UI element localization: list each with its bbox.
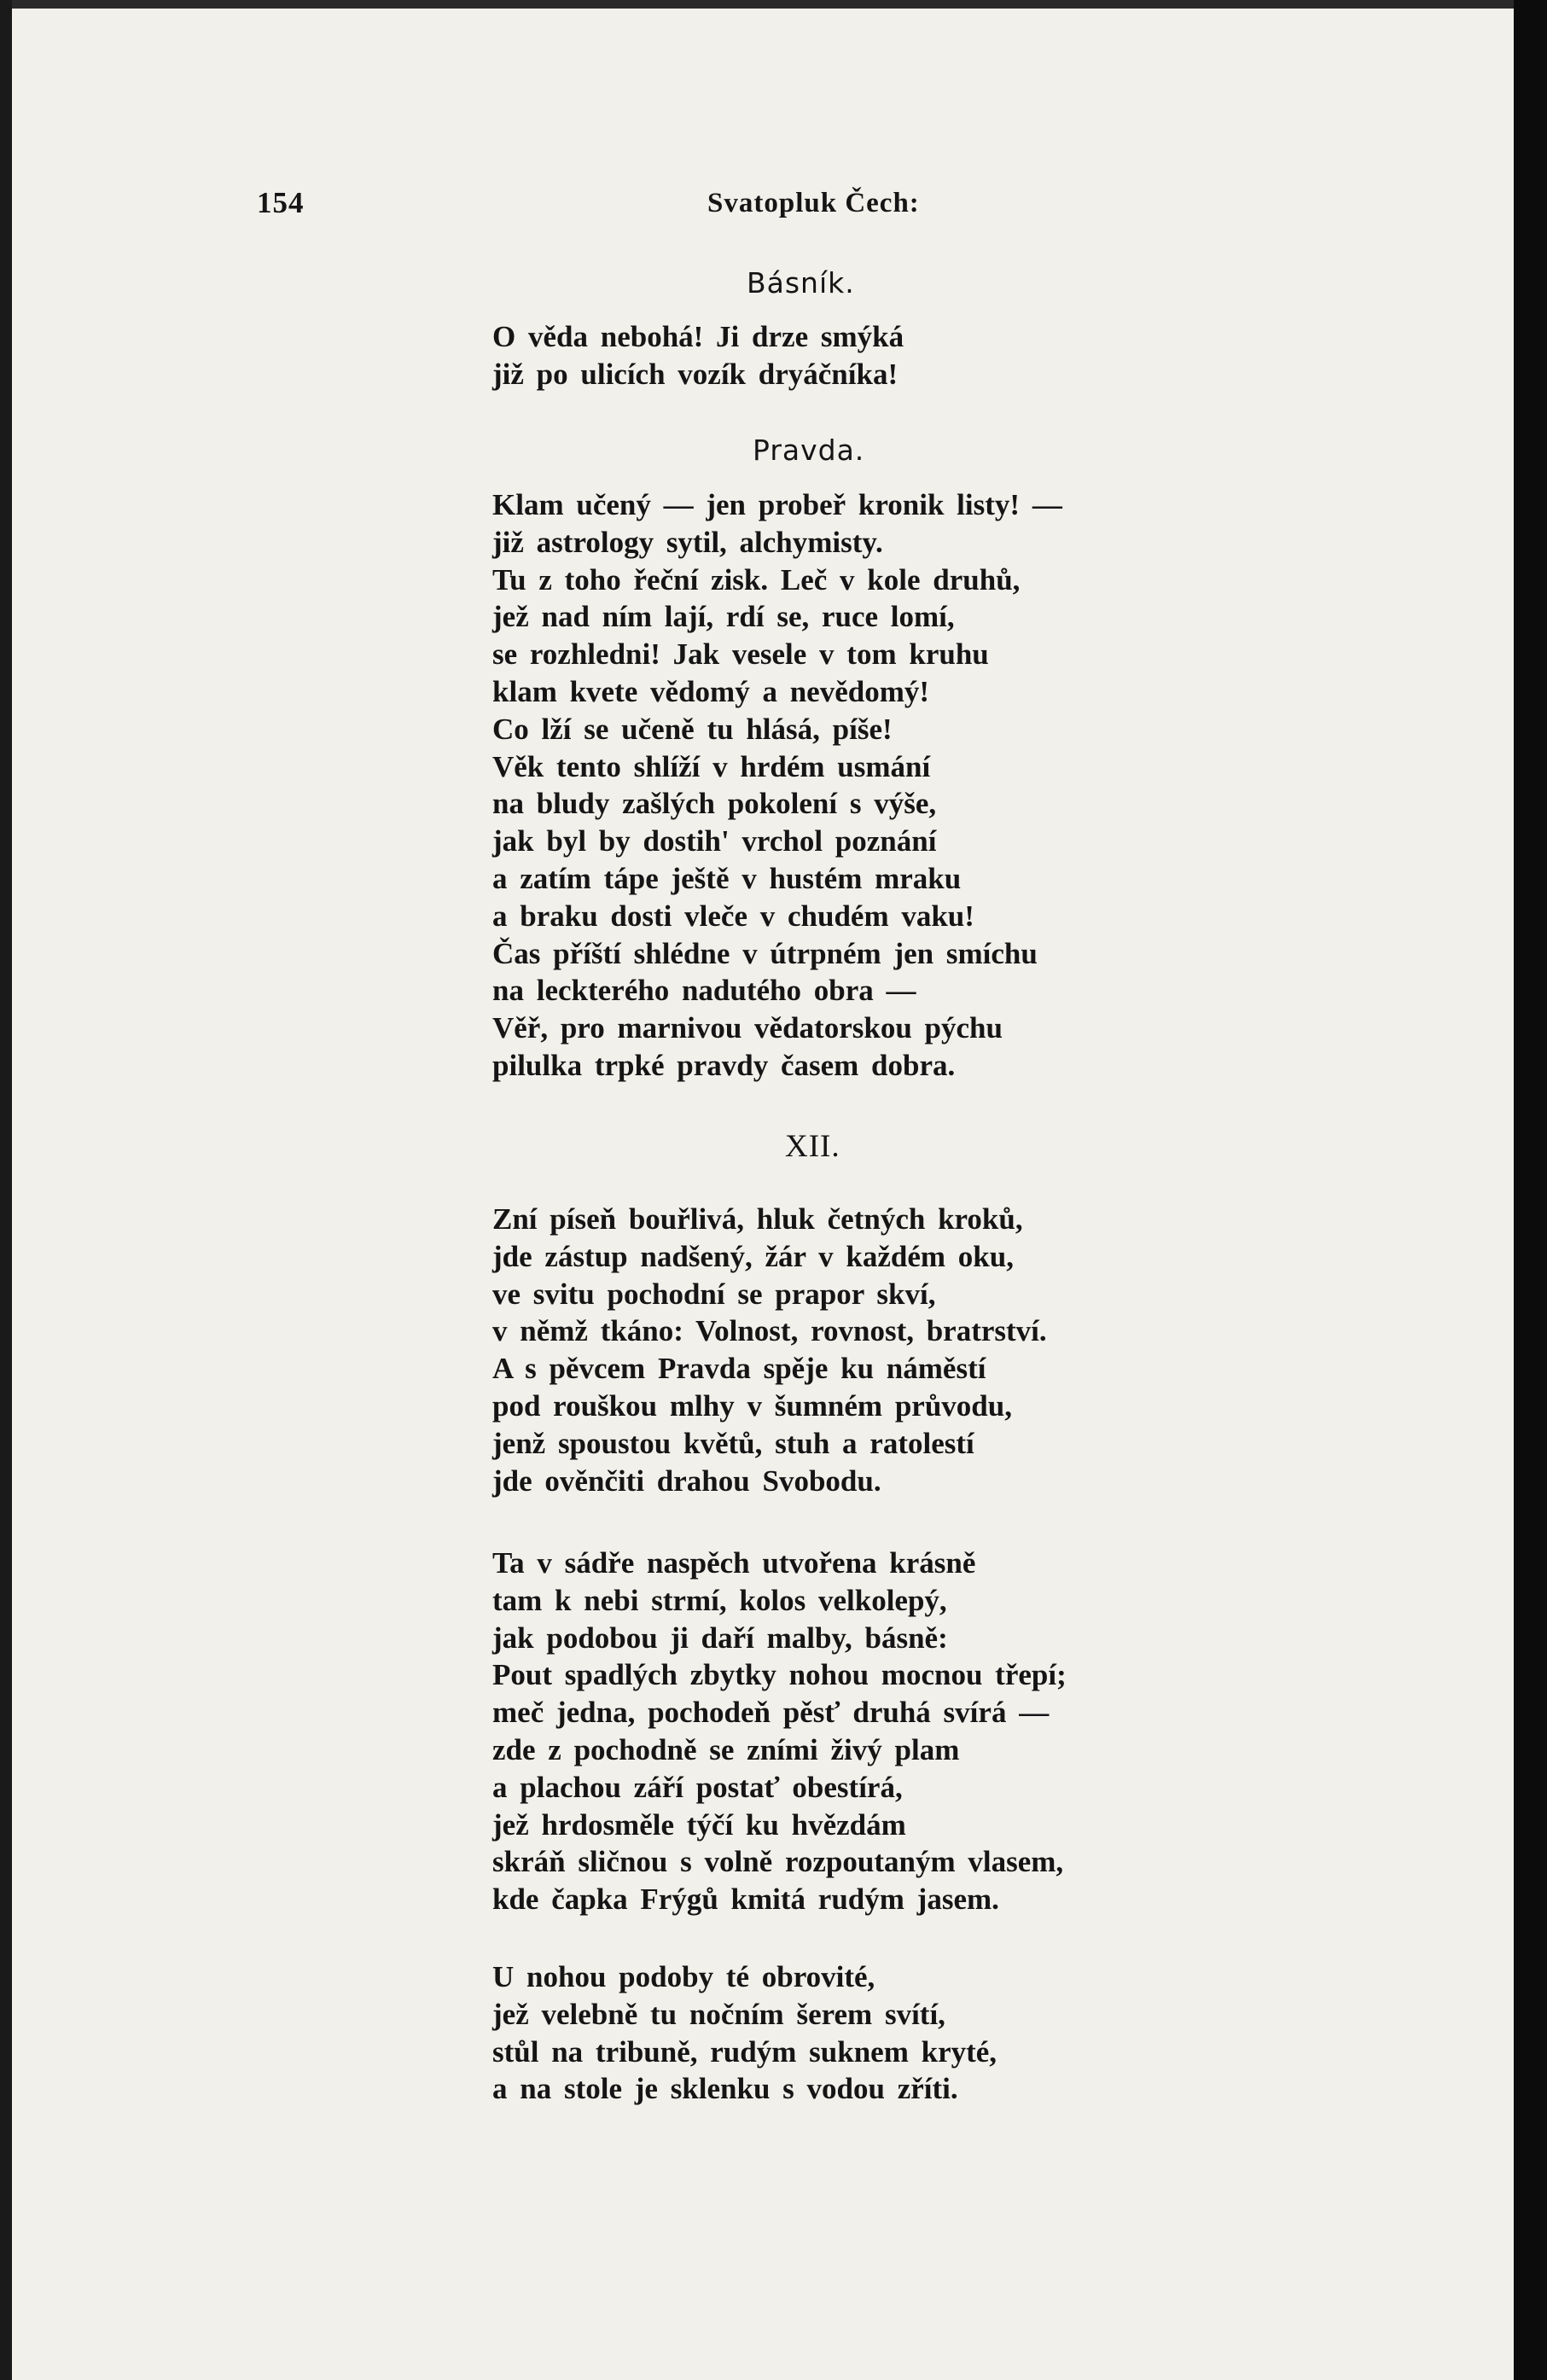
verse-line: a braku dosti vleče v chudém vaku! — [492, 899, 974, 933]
verse-line: skráň sličnou s volně rozpoutaným vlasem, — [492, 1845, 1064, 1879]
verse-line: Věř, pro marnivou vědatorskou pýchu — [492, 1011, 1003, 1045]
stanza-xii-1 — [492, 1201, 1047, 1499]
verse-line: Pout spadlých zbytky nohou mocnou třepí; — [492, 1658, 1067, 1692]
verse-line: v němž tkáno: Volnost, rovnost, bratrství. — [492, 1314, 1047, 1348]
scan-top-edge — [12, 0, 1514, 9]
running-head: Svatopluk Čech: — [707, 188, 920, 218]
verse-line: a plachou září postať obestírá, — [492, 1770, 903, 1804]
speaker-heading-basnik: Básník. — [747, 266, 855, 300]
stanza-xii-3 — [492, 1958, 997, 2108]
verse-line: Tu z toho řeční zisk. Leč v kole druhů, — [492, 562, 1021, 596]
verse-line: O věda nebohá! Ji drze smýká — [492, 320, 904, 353]
verse-line: pod rouškou mlhy v šumném průvodu, — [492, 1388, 1012, 1423]
verse-line: již astrology sytil, alchymisty. — [492, 525, 883, 559]
verse-line: na leckterého nadutého obra — — [492, 974, 916, 1008]
verse-line: zde z pochodně se zními živý plam — [492, 1732, 960, 1766]
verse-line: Ta v sádře naspěch utvořena krásně — [492, 1546, 976, 1580]
verse-line: jak byl by dostih' vrchol poznání — [492, 824, 937, 858]
verse-line: tam k nebi strmí, kolos velkolepý, — [492, 1583, 947, 1617]
verse-line: Věk tento shlíží v hrdém usmání — [492, 749, 931, 783]
verse-line: Zní píseň bouřlivá, hluk četných kroků, — [492, 1202, 1023, 1236]
chapter-heading-xii: XII. — [785, 1129, 840, 1164]
book-page — [12, 9, 1514, 2380]
verse-line: stůl na tribuně, rudým suknem kryté, — [492, 2034, 997, 2069]
verse-line: jenž spoustou květů, stuh a ratolestí — [492, 1426, 974, 1460]
verse-line: kde čapka Frýgů kmitá rudým jasem. — [492, 1882, 999, 1917]
verse-line: jde zástup nadšený, žár v každém oku, — [492, 1239, 1014, 1273]
page-number: 154 — [257, 186, 305, 219]
page-header — [12, 186, 1514, 229]
verse-line: a na stole je sklenku s vodou zříti. — [492, 2072, 958, 2106]
verse-line: jež hrdosměle týčí ku hvězdám — [492, 1807, 906, 1842]
speaker-heading-pravda: Pravda. — [753, 434, 865, 467]
verse-line: U nohou podoby té obrovité, — [492, 1960, 875, 1993]
verse-line: a zatím tápe ještě v hustém mraku — [492, 861, 962, 895]
verse-line: Klam učený — jen probeř kronik listy! — — [492, 488, 1062, 521]
verse-line: jež nad ním lají, rdí se, ruce lomí, — [492, 600, 955, 634]
scan-right-edge — [1514, 0, 1547, 2380]
verse-line: jež velebně tu nočním šerem svítí, — [492, 1997, 945, 2031]
verse-line: klam kvete vědomý a nevědomý! — [492, 674, 930, 708]
verse-line: na bludy zašlých pokolení s výše, — [492, 787, 937, 821]
verse-line: A s pěvcem Pravda spěje ku náměstí — [492, 1352, 986, 1386]
stanza-pravda — [492, 486, 1062, 1085]
verse-line: jde ověnčiti drahou Svobodu. — [492, 1463, 881, 1498]
verse-line: Co lží se učeně tu hlásá, píše! — [492, 712, 893, 746]
verse-line: meč jedna, pochodeň pěsť druhá svírá — — [492, 1696, 1050, 1730]
verse-line: se rozhledni! Jak vesele v tom kruhu — [492, 637, 989, 672]
verse-line: pilulka trpké pravdy časem dobra. — [492, 1048, 956, 1082]
stanza-xii-2 — [492, 1545, 1067, 1918]
verse-line: Čas příští shlédne v útrpném jen smíchu — [492, 936, 1038, 970]
verse-line: jak podobou ji daří malby, básně: — [492, 1621, 948, 1655]
verse-line: ve svitu pochodní se prapor skví, — [492, 1277, 936, 1311]
stanza-basnik — [492, 318, 904, 393]
verse-line: již po ulicích vozík dryáčníka! — [492, 357, 899, 391]
